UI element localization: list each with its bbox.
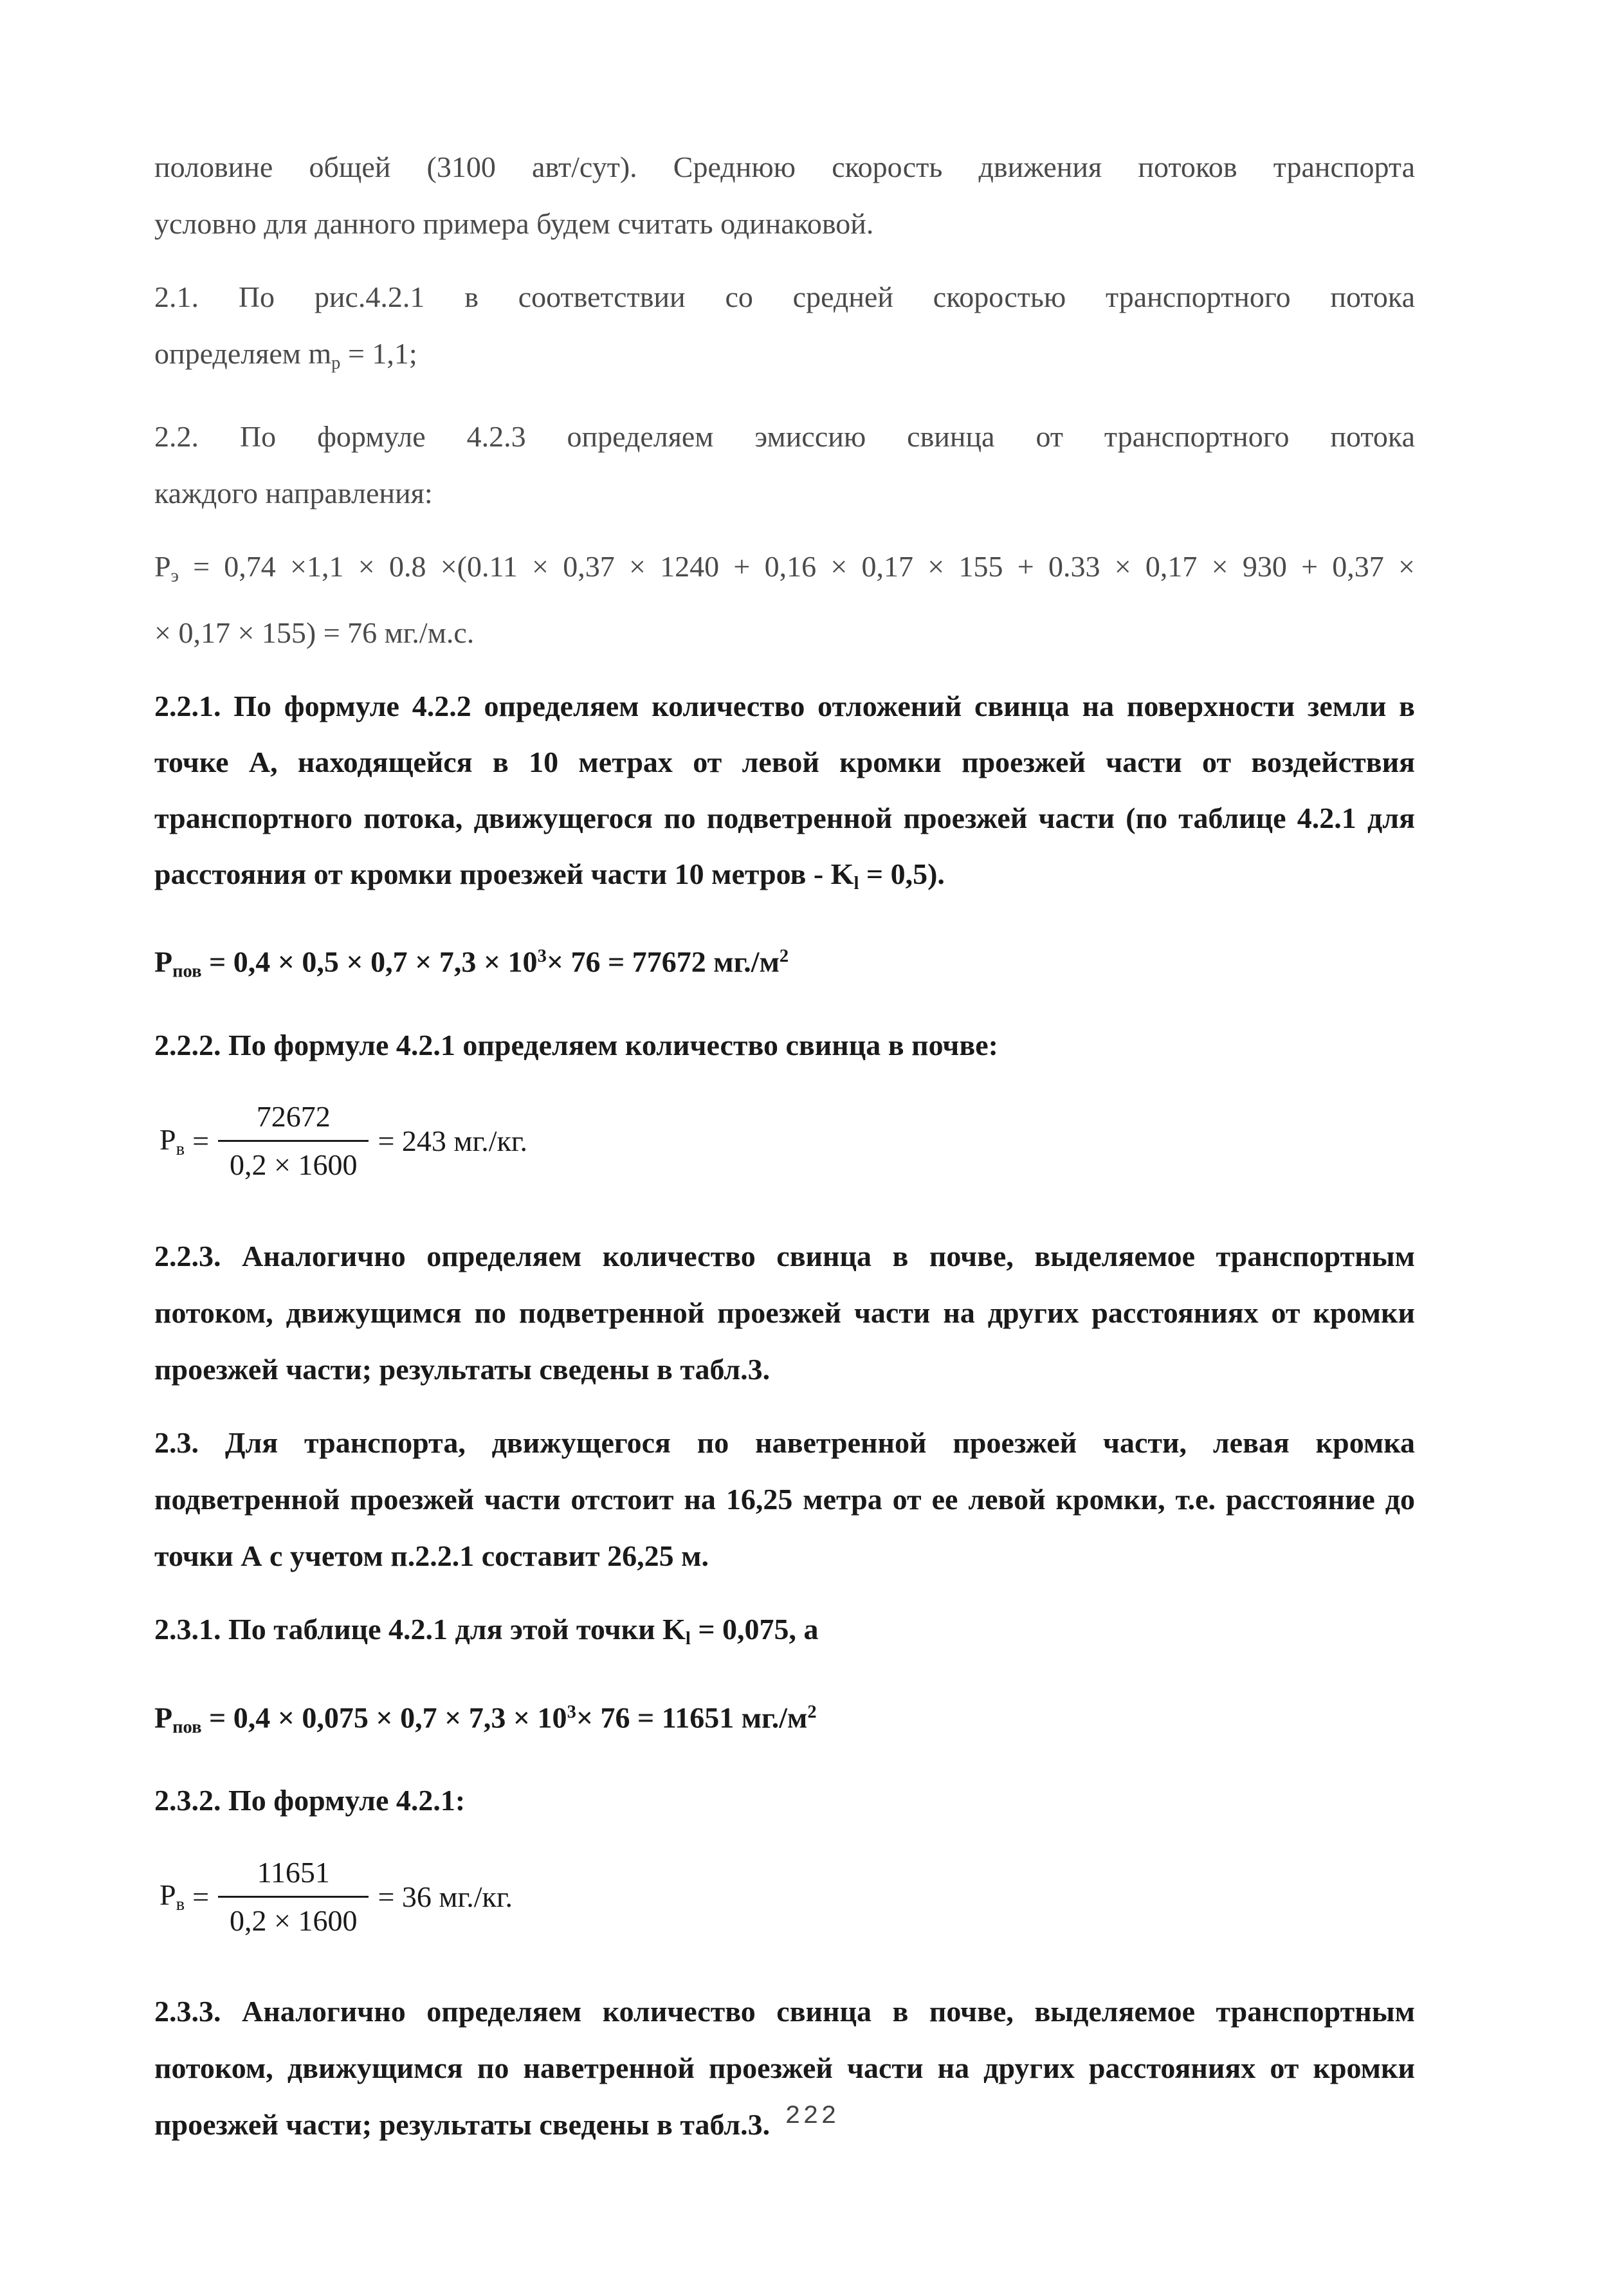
section-2-3: 2.3. Для транспорта, движущегося по наветренной проезжей части, левая кромка подветренной проезжей части отстоит на 16,25 метра от ее левой кромки, т.е. расстояние до точки А с учетом п.2.2.1 составит 26,25 м. (154, 1426, 1415, 1572)
section-2-2 (154, 408, 1415, 522)
pv-formula-1-result: = 243 мг./кг. (378, 1124, 528, 1158)
emission-formula (154, 538, 1415, 661)
pv-formula-2-denominator: 0,2 × 1600 (218, 1896, 369, 1940)
pv-formula-2-result: = 36 мг./кг. (378, 1880, 513, 1913)
pv-formula-2-fraction (218, 1853, 369, 1940)
section-2-2-line-1: 2.2. По формуле 4.2.3 определяем эмиссию свинца от транспортного потока (154, 419, 1415, 453)
emission-formula-line-1: $P_э = 0,74 \times 1,1 \times 0.8 \times(0.11 \times 0,37 \times 1240 + 0,16 \times 0,17 \times 155 + 0.33 \times 0,17 \times 930 + 0,37$ × (154, 549, 1415, 586)
pv-formula-1 (160, 1087, 1415, 1196)
pv-formula-2 (160, 1842, 1415, 1951)
section-2-1 (154, 269, 1415, 392)
section-2-2-2: 2.2.2. По формуле 4.2.1 определяем количество свинца в почве: (154, 1028, 998, 1061)
section-2-3-3: 2.3.3. Аналогично определяем количество свинца в почве, выделяемое транспортным потоком, движущимся по наветренной проезжей части на других расстояниях от кромки проезжей части; результаты сведены в табл.3. (154, 1995, 1415, 2142)
emission-formula-line-2: × 0,17 × 155) = 76 мг./м.с. (154, 616, 475, 649)
intro-paragraph (154, 139, 1415, 252)
section-2-2-line-2: каждого направления: (154, 476, 433, 509)
pv-formula-1-numerator: 72672 (256, 1100, 331, 1133)
section-2-3-1: 2.3.1. По таблице 4.2.1 для этой точки $K_l = 0,075$, а (154, 1612, 819, 1649)
pv-formula-1-equals: = (192, 1124, 210, 1158)
page-number: 222 (785, 2102, 839, 2131)
ppov-formula-2: $P_{пов} = 0,4 \times 0,075 \times 0,7 \times 7,3 \times 10^3\times 76 = 11651$ $мг./м^2$ (154, 1701, 817, 1738)
section-2-1-line-2: определяем $m_р = 1,1$; (154, 337, 417, 373)
pv-formula-2-equals: = (192, 1880, 210, 1913)
section-2-3-2: 2.3.2. По формуле 4.2.1: (154, 1784, 466, 1817)
pv-formula-2-symbol: $P_в$ (160, 1878, 185, 1915)
section-2-2-3: 2.2.3. Аналогично определяем количество свинца в почве, выделяемое транспортным потоком, движущимся по подветренной проезжей части на других расстояниях от кромки проезжей части; результаты сведены в табл.3. (154, 1239, 1415, 1386)
section-2-2-1: 2.2.1. По формуле 4.2.2 определяем количество отложений свинца на поверхности земли в точке А, находящейся в 10 метрах от левой кромки проезжей части от воздействия транспортного потока, движущегося по подветренной проезжей части (по таблице 4.2.1 для расстояния от кромки проезжей части 10 метров - $K_l = 0,5$). (154, 689, 1415, 894)
pv-formula-2-numerator: 11651 (257, 1855, 330, 1889)
intro-line-1: половине общей (3100 авт/сут). Среднюю скорость движения потоков транспорта (154, 151, 1415, 183)
pv-formula-1-symbol: $P_в$ (160, 1123, 185, 1159)
ppov-formula-1: $P_{пов} = 0,4 \times 0,5 \times 0,7 \times 7,3 \times 10^3\times 76 = 77672$ $мг./м^2$ (154, 945, 789, 982)
intro-line-2: условно для данного примера будем считать одинаковой. (154, 207, 874, 240)
pv-formula-1-fraction (218, 1097, 369, 1184)
pv-formula-1-denominator: 0,2 × 1600 (218, 1140, 369, 1184)
document-page (154, 139, 1415, 2170)
section-2-1-line-1: 2.1. По рис.4.2.1 в соответствии со средней скоростью транспортного потока (154, 280, 1415, 313)
